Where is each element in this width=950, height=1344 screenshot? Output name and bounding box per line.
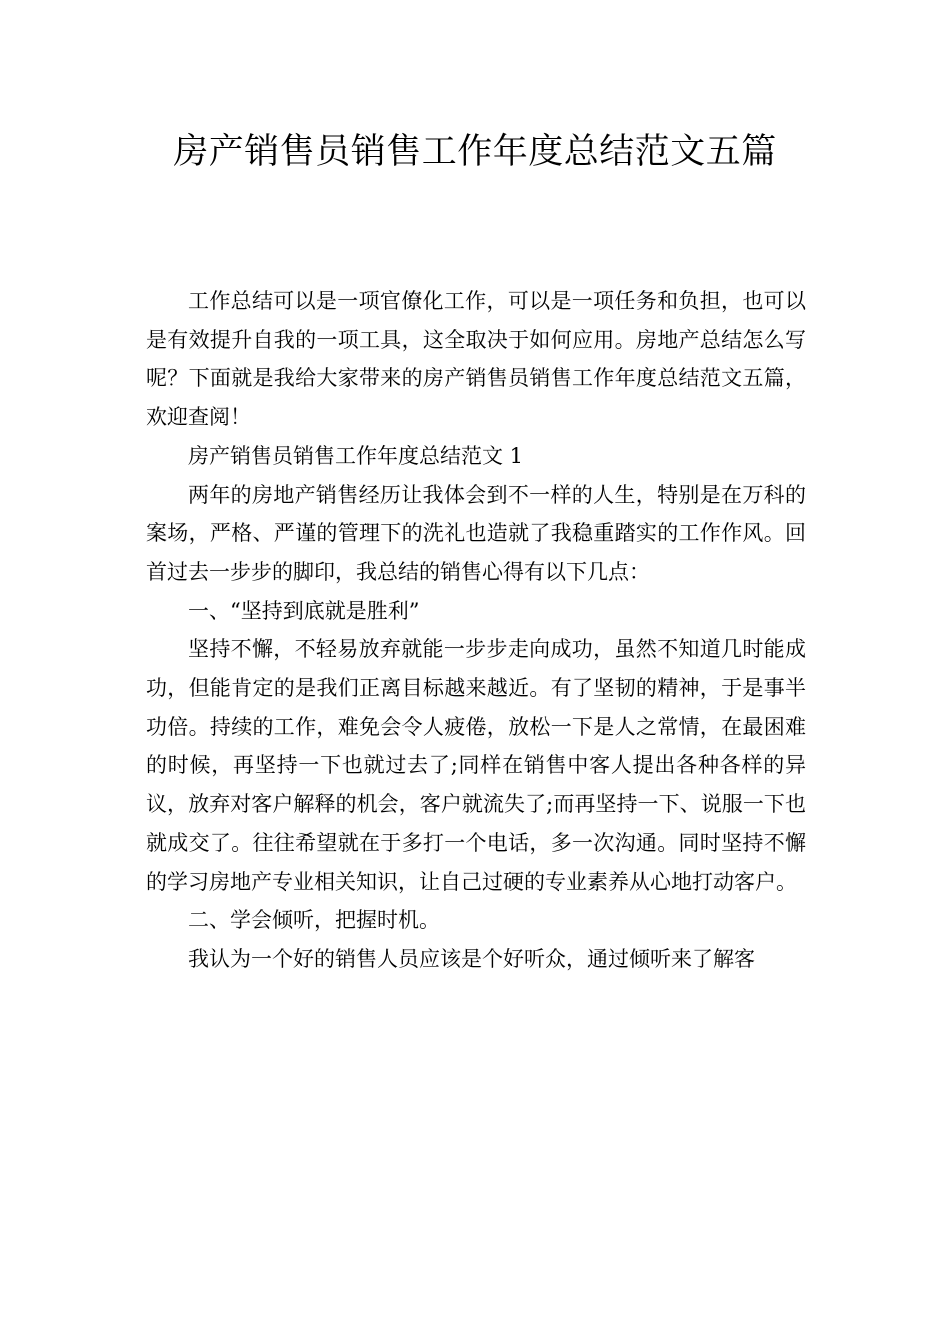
document-body xyxy=(146,282,806,979)
point-heading-1: 一、“坚持到底就是胜利” xyxy=(188,598,420,623)
paragraph-experience: 两年的房地产销售经历让我体会到不一样的人生，特别是在万科的案场，严格、严谨的管理下的洗礼也造就了我稳重踏实的工作作风。回首过去一步步的脚印，我总结的销售心得有以下几点： xyxy=(146,482,806,584)
section-heading-1: 房产销售员销售工作年度总结范文 1 xyxy=(188,443,524,468)
paragraph-listening: 我认为一个好的销售人员应该是个好听众，通过倾听来了解客 xyxy=(188,946,755,971)
document-title: 房产销售员销售工作年度总结范文五篇 xyxy=(173,132,777,172)
point-heading-2: 二、学会倾听，把握时机。 xyxy=(188,908,440,933)
paragraph-persistence: 坚持不懈，不轻易放弃就能一步步走向成功，虽然不知道几时能成功，但能肯定的是我们正离目标越来越近。有了坚韧的精神，于是事半功倍。持续的工作，难免会令人疲倦，放松一下是人之常情，在最困难的时候，再坚持一下也就过去了;同样在销售中客人提出各种各样的异议，放弃对客户解释的机会，客户就流失了;而再坚持一下、说服一下也就成交了。往往希望就在于多打一个电话，多一次沟通。同时坚持不懈的学习房地产专业相关知识，让自己过硬的专业素养从心地打动客户。 xyxy=(146,637,806,894)
intro-paragraph: 工作总结可以是一项官僚化工作，可以是一项任务和负担，也可以是有效提升自我的一项工具，这全取决于如何应用。房地产总结怎么写呢？下面就是我给大家带来的房产销售员销售工作年度总结范文五篇，欢迎查阅！ xyxy=(146,289,806,430)
